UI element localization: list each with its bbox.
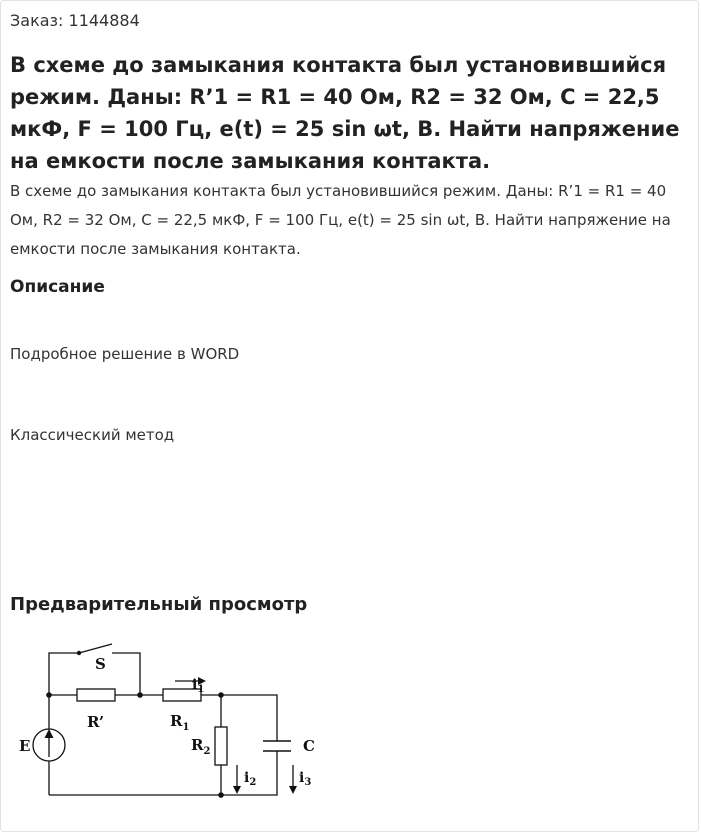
label-i1: $i_1$ <box>192 677 205 695</box>
label-r2: $R_2$ <box>191 736 211 757</box>
resistor-r2 <box>215 727 227 765</box>
resistor-r-prime <box>77 689 115 701</box>
arrow-head-i2 <box>233 786 241 794</box>
description-heading: Описание <box>10 277 105 297</box>
capacitor-c <box>263 741 291 751</box>
arrow-head-i3 <box>289 786 297 794</box>
label-r1: $R_1$ <box>170 712 190 733</box>
wire-top-right <box>201 695 277 741</box>
label-switch: S <box>95 655 106 673</box>
node <box>137 692 143 698</box>
label-i3: $i_3$ <box>299 770 312 788</box>
switch-contact <box>77 651 81 655</box>
problem-text: В схеме до замыкания контакта был установившийся режим. Даны: R’1 = R1 = 40 Ом, R2 = 32 Ом, C = 22,5 мкФ, F = 100 Гц, e(t) = 25 sin ωt, В. Найти напряжение на емкости после замыкания контакта. <box>10 182 671 258</box>
node <box>218 692 224 698</box>
problem-title: В схеме до замыкания контакта был установившийся режим. Даны: R’1 = R1 = 40 Ом, R2 = 32 Ом, C = 22,5 мкФ, F = 100 Гц, e(t) = 25 sin ωt, В. Найти напряжение на емкости после замыкания контакта. <box>10 53 680 173</box>
source-arrow-head <box>45 729 54 738</box>
circuit-diagram <box>15 637 315 807</box>
node <box>218 792 224 798</box>
preview-heading: Предварительный просмотр <box>10 594 308 615</box>
label-e: E <box>19 737 31 755</box>
node <box>46 692 52 698</box>
order-number: Заказ: 1144884 <box>10 11 140 30</box>
wire-switch-right <box>112 653 140 695</box>
label-r-prime: R’ <box>87 713 105 731</box>
description-line-2: Классический метод <box>10 426 175 444</box>
wire-bottom <box>49 751 277 795</box>
switch-blade <box>79 644 112 653</box>
label-c: C <box>303 737 315 755</box>
label-i2: $i_2$ <box>244 770 257 788</box>
wire-switch-left <box>49 653 79 695</box>
description-line-1: Подробное решение в WORD <box>10 345 240 363</box>
